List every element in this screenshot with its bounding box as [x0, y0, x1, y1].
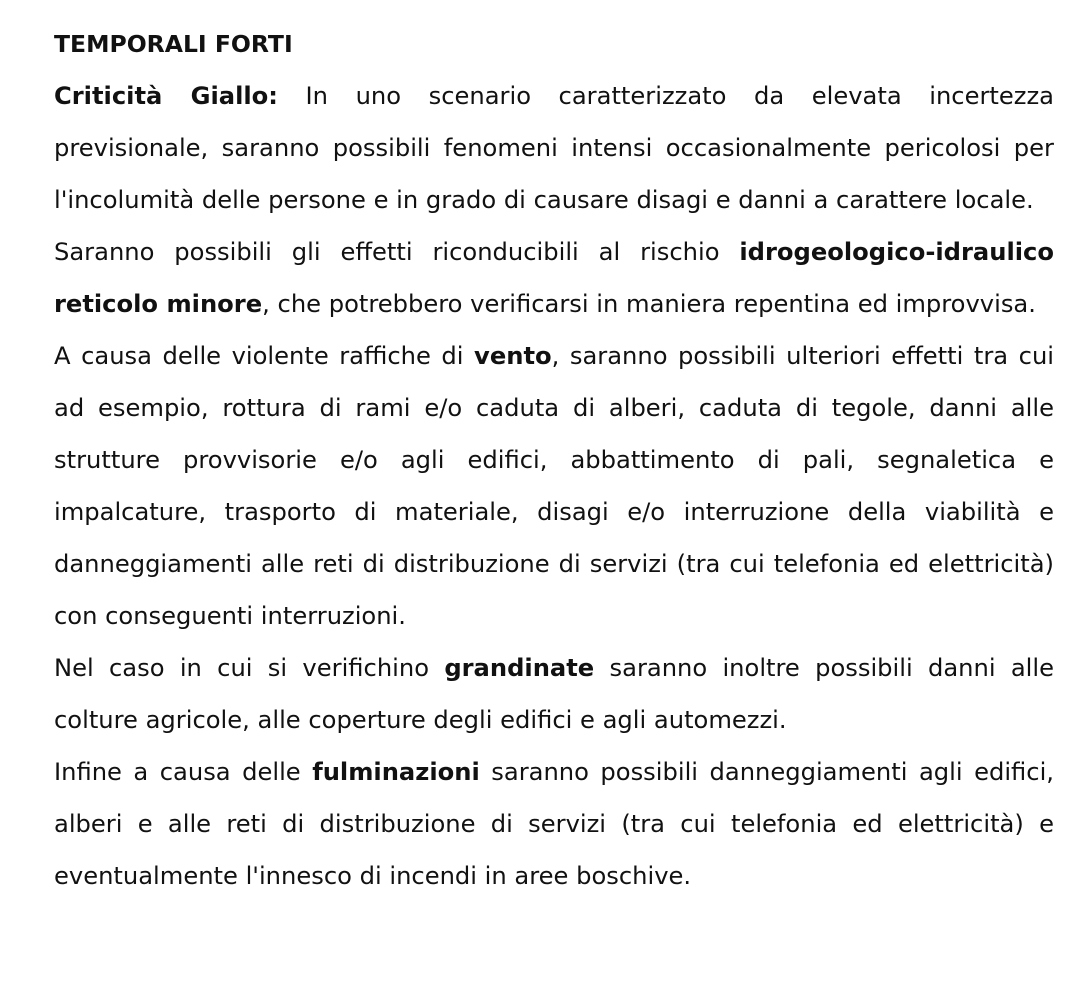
paragraph-grandinate — [54, 642, 1054, 746]
paragraph-vento — [54, 330, 1054, 642]
grandinate-highlight: grandinate — [444, 654, 595, 682]
grandinate-text-before: Nel caso in cui si verifichino — [54, 654, 445, 682]
document-body — [54, 18, 1054, 902]
vento-text-after: , saranno possibili ulteriori effetti tra cui ad esempio, rottura di rami e/o caduta di alberi, caduta di tegole, danni alle strutture provvisorie e/o agli edifici, abbattimento di pali, segnaletica e impalcature, trasporto di materiale, disagi e/o interruzione della viabilità e danneggiamenti alle reti di distribuzione di servizi (tra cui telefonia ed elettricità) con conseguenti interruzioni. — [54, 342, 1055, 630]
rischio-text-before: Saranno possibili gli effetti riconducibili al rischio — [54, 238, 740, 266]
grandinate-text-after: saranno inoltre possibili danni alle colture agricole, alle coperture degli edifici e agli automezzi. — [54, 654, 1054, 734]
vento-highlight: vento — [474, 342, 552, 370]
fulminazioni-text-after: saranno possibili danneggiamenti agli edifici, alberi e alle reti di distribuzione di servizi (tra cui telefonia ed elettricità) e eventualmente l'innesco di incendi in aree boschive. — [54, 758, 1054, 890]
vento-text-before: A causa delle violente raffiche di — [54, 342, 475, 370]
section-title: TEMPORALI FORTI — [54, 30, 293, 58]
rischio-highlight: idrogeologico-idraulico reticolo minore — [54, 238, 1054, 318]
fulminazioni-text-before: Infine a causa delle — [54, 758, 313, 786]
paragraph-fulminazioni — [54, 746, 1054, 902]
paragraph-rischio-idrogeologico — [54, 226, 1054, 330]
criticita-text: In uno scenario caratterizzato da elevata incertezza previsionale, saranno possibili fenomeni intensi occasionalmente pericolosi per l'incolumità delle persone e in grado di causare disagi e danni a carattere locale. — [54, 82, 1054, 214]
fulminazioni-highlight: fulminazioni — [312, 758, 480, 786]
paragraph-criticita — [54, 70, 1054, 226]
criticita-label: Criticità Giallo: — [54, 82, 278, 110]
rischio-text-after: , che potrebbero verificarsi in maniera repentina ed improvvisa. — [262, 290, 1036, 318]
